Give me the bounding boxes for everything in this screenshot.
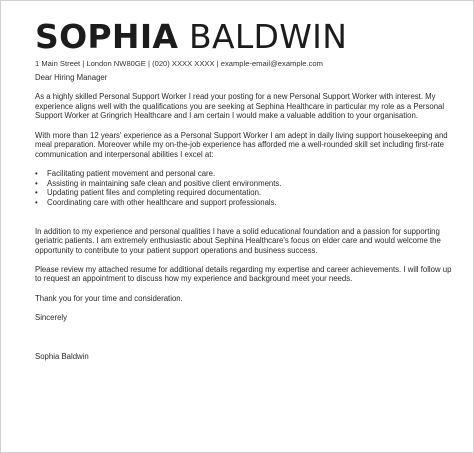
first-name: SOPHIA bbox=[35, 17, 179, 56]
bullet-marker: • bbox=[35, 168, 38, 178]
list-item-text: Assisting in maintaining safe clean and positive client environments. bbox=[47, 178, 282, 188]
list-item-text: Coordinating care with other healthcare and support professionals. bbox=[47, 197, 277, 207]
contact-line: 1 Main Street | London NW80GE | (020) XXXX XXXX | example-email@example.com bbox=[35, 59, 323, 68]
signature-name: Sophia Baldwin bbox=[35, 352, 89, 362]
paragraph-education: In addition to my experience and personal qualities I have a solid educational foundation and a passion for supporting geriatric patients. I am extremely enthusiastic about Sephina Healthcare's focus on elder care and would welcome the opportunity to contribute to your patient support operations and business success. bbox=[35, 226, 441, 255]
list-item bbox=[35, 169, 455, 179]
list-item-text: Facilitating patient movement and personal care. bbox=[47, 168, 216, 178]
bullet-marker: • bbox=[35, 197, 38, 207]
paragraph-follow-up: Please review my attached resume for additional details regarding my expertise and career achievements. I will follow up to request an appointment to discuss how my experience and background meet your needs. bbox=[35, 264, 452, 284]
skills-list bbox=[35, 169, 455, 207]
list-item bbox=[35, 198, 455, 208]
thanks-line: Thank you for your time and consideration. bbox=[35, 293, 183, 303]
list-item bbox=[35, 179, 455, 189]
section-spacer bbox=[35, 217, 455, 227]
salutation: Dear Hiring Manager bbox=[35, 73, 108, 82]
letter-body bbox=[35, 73, 455, 362]
bullet-marker: • bbox=[35, 188, 38, 198]
last-name: BALDWIN bbox=[189, 17, 348, 56]
list-item-text: Updating patient files and completing required documentation. bbox=[47, 188, 262, 198]
applicant-name bbox=[35, 19, 347, 55]
bullet-marker: • bbox=[35, 178, 38, 188]
closing: Sincerely bbox=[35, 312, 68, 322]
list-item bbox=[35, 188, 455, 198]
signature-space bbox=[35, 322, 455, 352]
paragraph-experience: With more than 12 years' experience as a Personal Support Worker I am adept in daily living support housekeeping and meal preparation. Moreover while my on-the-job experience has afforded me a well-rounded skill set including first-rate communication and interpersonal abilities I excel at: bbox=[35, 130, 448, 159]
paragraph-intro: As a highly skilled Personal Support Worker I read your posting for a new Personal Support Worker with interest. My experience aligns well with the qualifications you are seeking at Sephina Healthcare in particular my role as a Personal Support Worker at Gringrich Healthcare and I am certain I would make a valuable addition to your organisation. bbox=[35, 92, 445, 121]
